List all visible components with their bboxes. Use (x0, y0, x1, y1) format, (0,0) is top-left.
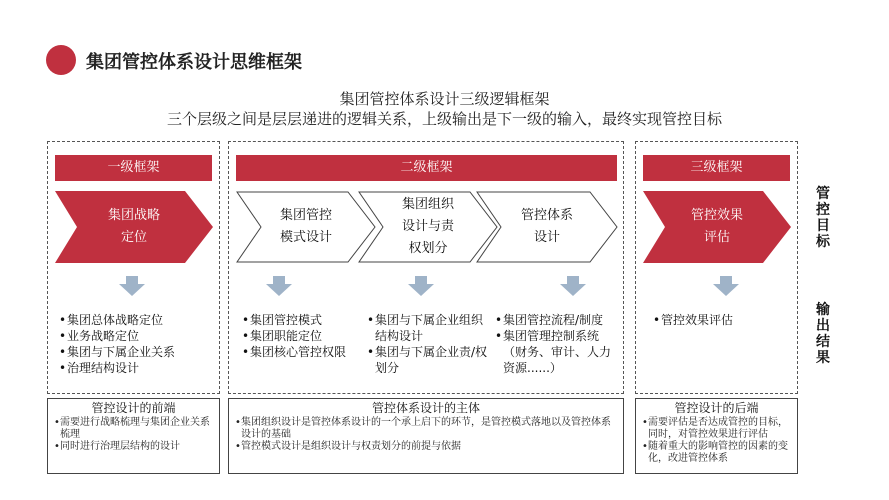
level2-step-system-label: 管控体系 设计 (520, 208, 573, 245)
front-end-title: 管控设计的前端 (91, 401, 176, 415)
back-end-box (635, 398, 798, 474)
list-item: • 集团职能定位 (242, 328, 367, 344)
level1-step-strategy (55, 191, 213, 263)
list-item: • 治理结构设计 (59, 360, 217, 376)
diagram-subtitle: 集团管控体系设计三级逻辑框架 (339, 90, 550, 108)
level3-step-label: 管控效果 评估 (690, 208, 743, 245)
list-item: • 集团管控流程/制度 (495, 312, 621, 328)
list-item: • 业务战略定位 (59, 328, 217, 344)
list-item: • 集团组织设计是管控体系设计的一个承上启下的环节，是管控模式落地以及管控体系设计的基础 (235, 417, 617, 441)
page-title: 集团管控体系设计思维框架 (86, 52, 302, 73)
level2-step-mode-label: 集团管控 模式设计 (279, 208, 332, 245)
level2-step-system (476, 191, 618, 263)
list-item: • 随着重大的影响管控的因素的变化，改进管控体系 (642, 441, 791, 465)
main-body-box (228, 398, 624, 474)
level2-header: 二级框架 (236, 155, 617, 181)
list-item: • 集团与下属企业责/权划分 (367, 344, 491, 376)
down-arrow-icon (119, 276, 145, 296)
list-item: • 集团与下属企业关系 (59, 344, 217, 360)
level3-outputs (653, 312, 789, 328)
down-arrow-icon (713, 276, 739, 296)
level1-step-label: 集团战略 定位 (107, 208, 160, 245)
list-item: • 需要评估是否达成管控的目标，同时，对管控效果进行评估 (642, 417, 791, 441)
level2-outputs-system (495, 312, 621, 376)
list-item: • 集团核心管控权限 (242, 344, 367, 360)
level1-header: 一级框架 (55, 155, 212, 181)
back-end-title: 管控设计的后端 (674, 401, 759, 415)
list-item: • 集团管控模式 (242, 312, 367, 328)
list-item: • 管控模式设计是组织设计与权责划分的前提与依据 (235, 441, 617, 453)
list-item: • 集团管理控制系统（财务、审计、人力资源......） (495, 328, 621, 376)
down-arrow-icon (560, 276, 586, 296)
front-end-box (47, 398, 220, 474)
level2-step-org-label: 集团组织 设计与责 权划分 (401, 197, 454, 256)
level2-outputs-org (367, 312, 491, 376)
list-item: • 同时进行治理层结构的设计 (54, 441, 213, 453)
diagram-description: 三个层级之间是层层递进的逻辑关系，上级输出是下一级的输入，最终实现管控目标 (166, 110, 722, 128)
list-item: • 集团总体战略定位 (59, 312, 217, 328)
down-arrow-icon (408, 276, 434, 296)
side-label-output: 输出结果 (816, 302, 830, 366)
title-bullet-icon (46, 45, 76, 75)
down-arrow-icon (266, 276, 292, 296)
level3-header: 三级框架 (643, 155, 790, 181)
list-item: • 需要进行战略梳理与集团企业关系梳理 (54, 417, 213, 441)
level2-step-mode (236, 191, 376, 263)
level1-outputs (59, 312, 217, 376)
level3-step-evaluation (643, 191, 791, 263)
list-item: • 管控效果评估 (653, 312, 789, 328)
main-body-title: 管控体系设计的主体 (371, 401, 480, 415)
list-item: • 集团与下属企业组织结构设计 (367, 312, 491, 344)
level2-outputs-mode (242, 312, 367, 360)
side-label-goal: 管控目标 (816, 186, 830, 250)
